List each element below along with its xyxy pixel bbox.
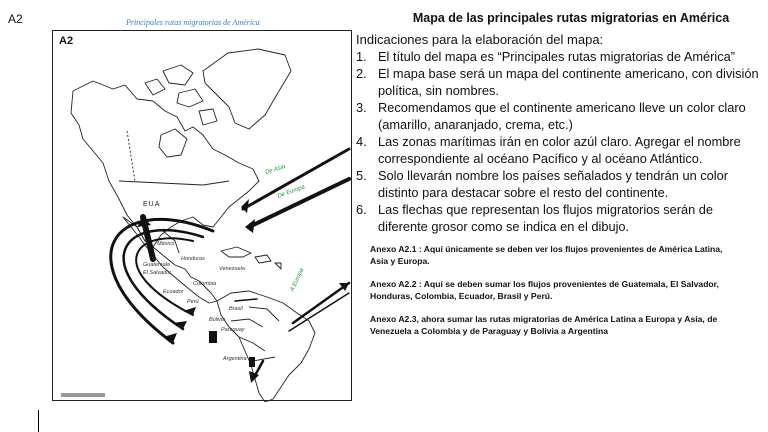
- hudson-bay: [159, 129, 187, 157]
- black-mark-argentina: [249, 357, 255, 367]
- step-number: 1.: [356, 49, 367, 64]
- step-item: [356, 99, 766, 133]
- annex-a2-3: Anexo A2.3, ahora sumar las rutas migratorias de América Latina a Europa y Asia, de Venezuela a Colombia y de Paraguay y Bolivia a Argentina: [370, 314, 718, 336]
- label-honduras: Honduras: [181, 256, 205, 262]
- label-brasil: Brasil: [229, 306, 243, 312]
- steps-list: [356, 48, 766, 235]
- step-item: [356, 65, 766, 99]
- label-peru: Perú: [187, 299, 199, 305]
- step-number: 6.: [356, 202, 367, 217]
- step-number: 3.: [356, 100, 367, 115]
- arrow-from-asia: [243, 149, 349, 209]
- label-mexico: México: [157, 241, 175, 247]
- arrow-loop-inner: [136, 238, 193, 315]
- map-handwritten-title: Principales rutas migratorias de América: [126, 18, 260, 27]
- label-venezuela: Venezuela: [219, 266, 245, 272]
- map-code: A2: [59, 35, 74, 47]
- step-number: 4.: [356, 134, 367, 149]
- black-mark-south: [209, 331, 217, 343]
- arctic-islands: [145, 65, 217, 125]
- annex-a2-2: Anexo A2.2 : Aquí se deben sumar los flujos provenientes de Guatemala, El Salvador, Honduras, Colombia, Ecuador, Brasil y Perú.: [370, 279, 719, 301]
- arrow-venezuela-colombia: [235, 299, 257, 301]
- label-de-asia: De Asia: [264, 163, 287, 177]
- americas-map: [53, 31, 353, 402]
- step-number: 2.: [356, 66, 367, 81]
- arrow-to-europe-2: [289, 293, 349, 331]
- step-number: 5.: [356, 168, 367, 183]
- step-text: El título del mapa es “Principales rutas migratorias de América”: [378, 49, 736, 64]
- step-text: Solo llevarán nombre los países señalados y tendrán un color distinto para destacar sobre el resto del continente.: [378, 168, 728, 200]
- label-de-europa: De Europa: [276, 184, 306, 200]
- step-item: [356, 167, 766, 201]
- label-ecuador: Ecuador: [163, 289, 184, 295]
- label-colombia: Colombia: [193, 281, 217, 287]
- label-a-europa: A Europa: [289, 267, 306, 293]
- label-argentina: Argentina: [223, 356, 247, 362]
- map-sheet: [52, 18, 354, 403]
- instructions-document: [356, 10, 766, 337]
- margin-line: [38, 410, 39, 432]
- step-text: El mapa base será un mapa del continente americano, con división política, sin nombres.: [378, 66, 759, 98]
- step-text: Las zonas marítimas irán en color azúl claro. Agregar el nombre correspondiente al océano Pacífico y al océano Atlántico.: [378, 134, 741, 166]
- step-item: [356, 133, 766, 167]
- step-text: Las flechas que representan los flujos migratorios serán de diferente grosor como se indica en el dibujo.: [378, 202, 714, 234]
- step-item: [356, 48, 766, 65]
- step-text: Recomendamos que el continente americano lleve un color claro (amarillo, anaranjado, crema, etc.): [378, 100, 746, 132]
- label-paraguay: Paraguay: [221, 327, 245, 333]
- label-guatemala: Guatemala: [143, 262, 170, 268]
- doc-intro: Indicaciones para la elaboración del mapa:: [356, 32, 604, 47]
- label-el-salvador: El Salvador: [143, 270, 172, 276]
- label-eua: EUA: [143, 201, 161, 208]
- arrow-to-europe: [293, 283, 349, 323]
- footer-mark: [61, 393, 105, 397]
- sheet-tag: A2: [8, 12, 23, 26]
- greenland-shape: [203, 49, 291, 129]
- annex-a2-1: Anexo A2.1 : Aquí únicamente se deben ver los flujos provenientes de América Latina, Asia y Europa.: [370, 244, 723, 266]
- doc-title: Mapa de las principales rutas migratorias en América: [412, 11, 730, 25]
- north-america-shape: [71, 81, 259, 247]
- map-frame: [52, 30, 352, 401]
- label-bolivia: Bolivia: [209, 317, 226, 323]
- step-item: [356, 201, 766, 235]
